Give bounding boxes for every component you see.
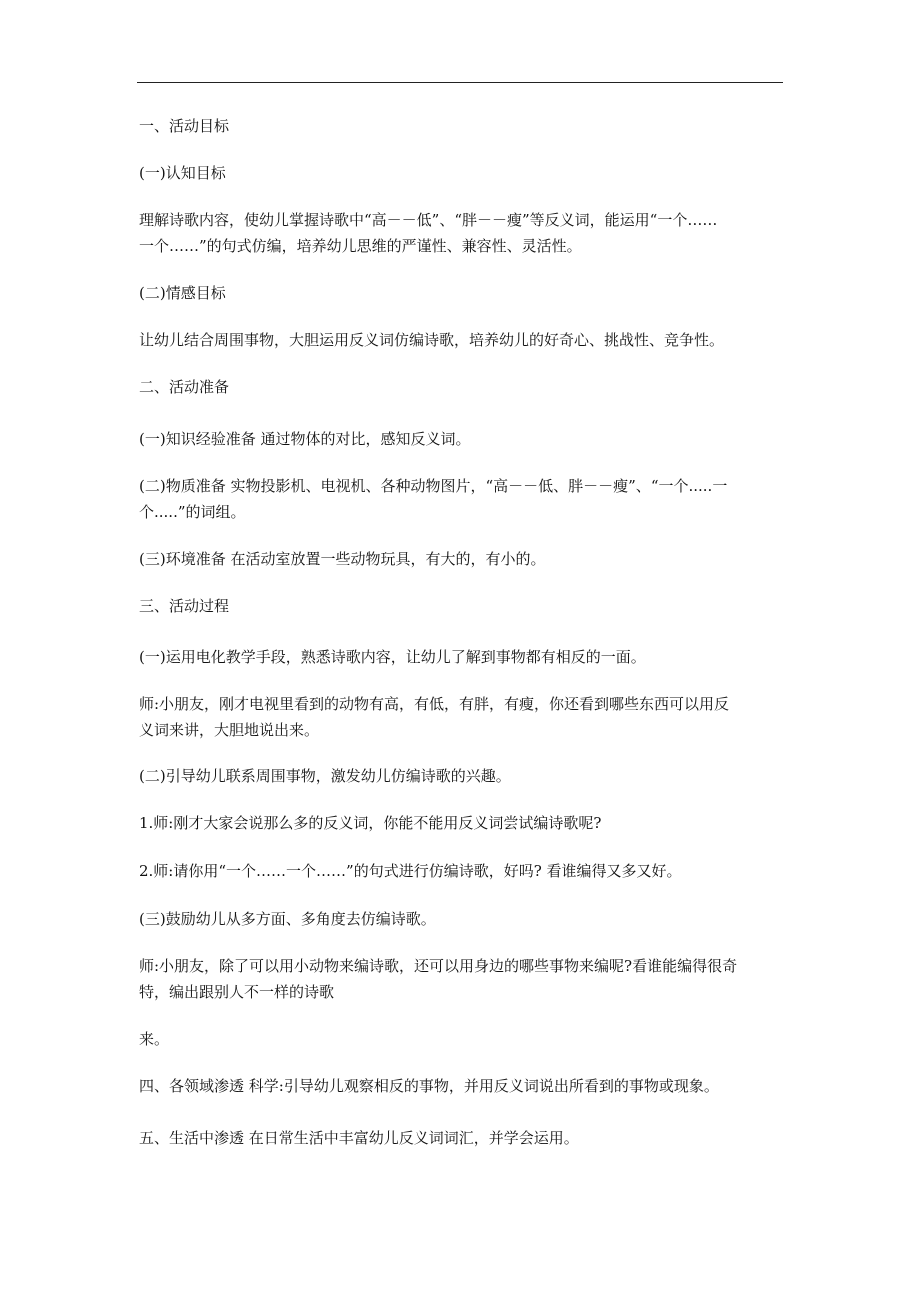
teacher-dialogue-3: 2.师:请你用“一个……一个……”的句式进行仿编诗歌，好吗? 看谁编得又多又好。	[139, 862, 682, 880]
teacher-dialogue-4-continued: 来。	[139, 1030, 170, 1048]
process-step-3: (三)鼓励幼儿从多方面、多角度去仿编诗歌。	[139, 910, 436, 928]
subsection-cognitive-goal: (一)认知目标	[139, 164, 226, 182]
teacher-dialogue-2: 1.师:刚才大家会说那么多的反义词，你能不能用反义词尝试编诗歌呢?	[139, 814, 602, 832]
cognitive-goal-text: 理解诗歌内容，使幼儿掌握诗歌中“高－－低”、“胖－－瘦”等反义词，能运用“一个…… 一个……”的句式仿编，培养幼儿思维的严谨性、兼容性、灵活性。	[139, 211, 718, 255]
emotional-goal-text: 让幼儿结合周围事物，大胆运用反义词仿编诗歌，培养幼儿的好奇心、挑战性、竞争性。	[139, 331, 725, 349]
section-4-text: 四、各领域渗透 科学:引导幼儿观察相反的事物，并用反义词说出所看到的事物或现象。	[139, 1077, 719, 1095]
process-step-1: (一)运用电化教学手段，熟悉诗歌内容，让幼儿了解到事物都有相反的一面。	[139, 648, 646, 666]
subsection-emotional-goal: (二)情感目标	[139, 284, 226, 302]
section-5-text: 五、生活中渗透 在日常生活中丰富幼儿反义词词汇，并学会运用。	[139, 1129, 579, 1147]
process-step-2: (二)引导幼儿联系周围事物，激发幼儿仿编诗歌的兴趣。	[139, 767, 511, 785]
section-1-heading: 一、活动目标	[139, 117, 230, 135]
section-2-heading: 二、活动准备	[139, 378, 230, 396]
material-preparation: (二)物质准备 实物投影机、电视机、各种动物图片，“高－－低、胖－－瘦”、“一个.....一 个.....”的词组。	[139, 477, 728, 521]
knowledge-preparation: (一)知识经验准备 通过物体的对比，感知反义词。	[139, 430, 471, 448]
teacher-dialogue-4: 师:小朋友，除了可以用小动物来编诗歌，还可以用身边的哪些事物来编呢?看谁能编得很奇 特，编出跟别人不一样的诗歌	[139, 957, 738, 1001]
header-rule	[137, 82, 783, 83]
section-3-heading: 三、活动过程	[139, 597, 230, 615]
teacher-dialogue-1: 师:小朋友，刚才电视里看到的动物有高，有低，有胖，有瘦，你还看到哪些东西可以用反 义词来讲，大胆地说出来。	[139, 695, 730, 739]
environment-preparation: (三)环境准备 在活动室放置一些动物玩具，有大的，有小的。	[139, 550, 546, 568]
